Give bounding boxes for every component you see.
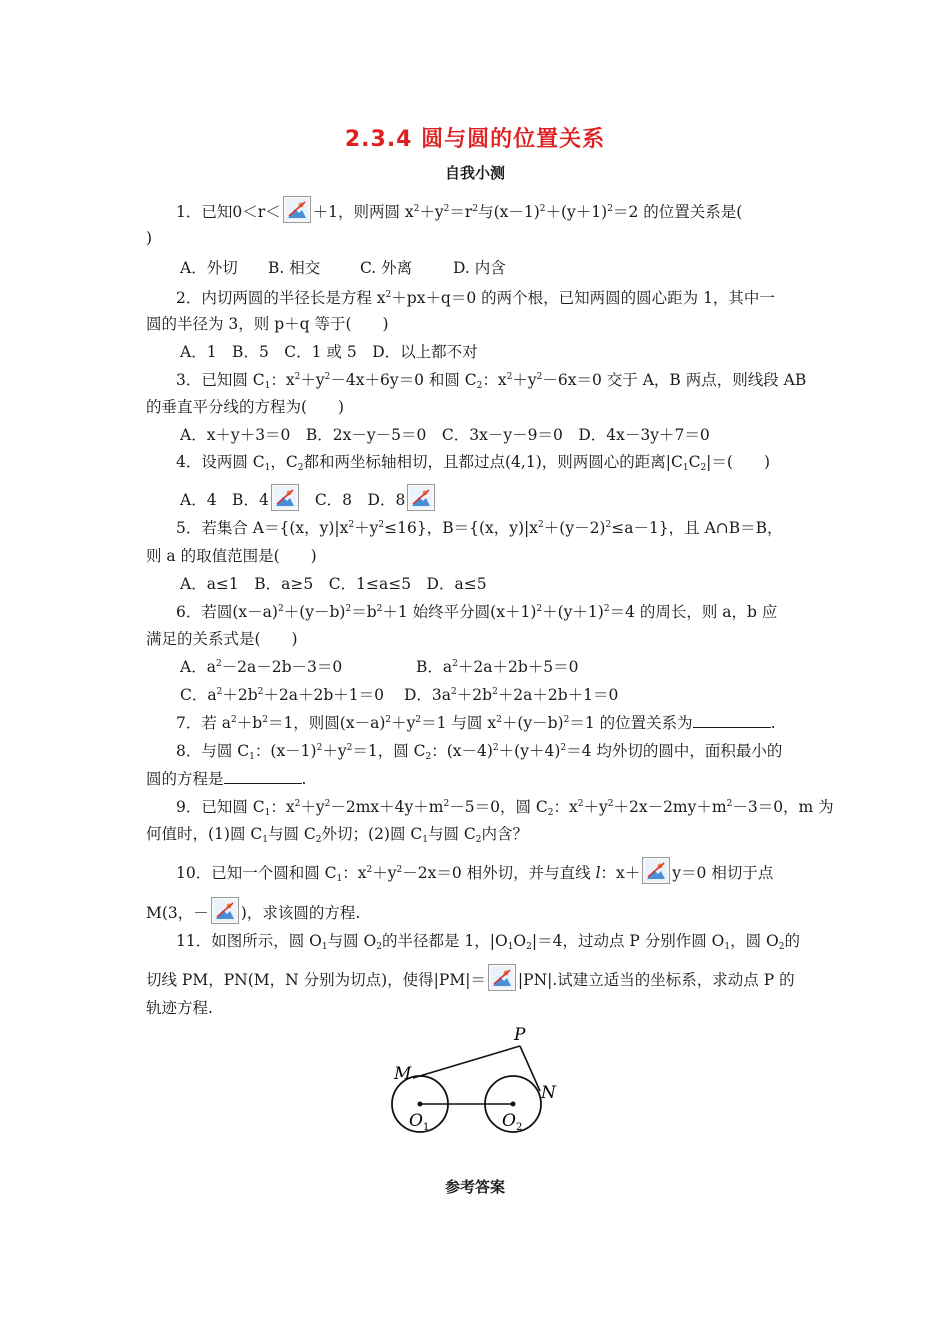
superscript: 2 (324, 372, 331, 382)
text: ＋(y－b) (283, 603, 346, 621)
text: ＋(y－2) (543, 519, 606, 537)
page-title: 2.3.4 圆与圆的位置关系 (344, 127, 606, 152)
text: ＋y (512, 371, 537, 389)
subscript: 2 (315, 835, 322, 845)
text: y＝0 相切于点 (672, 864, 774, 882)
superscript: 2 (472, 204, 479, 214)
text: 内含？ (481, 825, 529, 843)
text: ＝1，则圆(x－a) (267, 714, 386, 732)
text: 何值时，(1)圆 C (146, 825, 263, 843)
label-o2-sub: 2 (516, 1122, 523, 1133)
label-p: P (514, 1025, 526, 1045)
q1-option-c: C. 外离 (360, 259, 413, 277)
text: A．4 B．4 (180, 491, 269, 509)
subscript: 1 (724, 942, 731, 952)
superscript: 2 (316, 743, 323, 753)
text: ＋y (372, 864, 397, 882)
superscript: 2 (376, 604, 383, 614)
question-5 (176, 518, 783, 538)
text: ＋y (300, 798, 325, 816)
superscript: 2 (345, 604, 352, 614)
text: 6．若圆(x－a) (176, 603, 278, 621)
text: 4．设两圆 C (176, 453, 265, 471)
text: 7．若 a (176, 714, 232, 732)
superscript: 2 (262, 715, 268, 725)
text: ＋1，则两圆 x (312, 203, 414, 221)
superscript: 2 (452, 659, 458, 669)
question-1 (176, 196, 742, 223)
text: －3＝0，m 为 (732, 798, 834, 816)
text: 与(x－1) (478, 203, 540, 221)
text: ＋2a＋2b＋1＝0 (263, 686, 384, 704)
q1-option-b: B. 相交 (268, 259, 321, 277)
text: O (513, 932, 527, 950)
subscript: 1 (682, 463, 689, 473)
subscript: 1 (336, 874, 343, 884)
label-o1-sub: 1 (423, 1122, 430, 1133)
subscript: 2 (376, 942, 382, 952)
question-8 (176, 741, 782, 761)
text: ＋(y＋1) (542, 603, 604, 621)
text: 的半径都是 1，|O (381, 932, 508, 950)
question-6 (176, 602, 777, 622)
question-1-cont: ) (146, 229, 153, 247)
broken-image-icon (211, 897, 239, 924)
text: ≤a－1}，且 A∩B＝B， (611, 519, 783, 537)
text: M(3，－ (146, 904, 209, 922)
text: ＋b (236, 714, 263, 732)
broken-image-icon (407, 484, 435, 511)
text: 8．与圆 C (176, 742, 250, 760)
label-m: M (394, 1064, 412, 1084)
text: 都和两坐标轴相切，且都过点(4,1)，则两圆心的距离|C (303, 453, 683, 471)
superscript: 2 (413, 204, 420, 214)
superscript: 2 (231, 715, 237, 725)
text: . (301, 770, 307, 788)
label-o: O (502, 1111, 516, 1131)
subscript: 1 (422, 835, 428, 845)
subscript: 1 (264, 808, 271, 818)
superscript: 2 (607, 799, 614, 809)
q4-options (180, 484, 437, 511)
broken-image-icon (488, 964, 516, 991)
text: 的 (784, 932, 801, 950)
superscript: 2 (605, 520, 612, 530)
text: －5＝0，圆 C (449, 798, 548, 816)
superscript: 2 (536, 372, 543, 382)
circles-tangent-figure (380, 1018, 580, 1138)
question-11-cont (146, 964, 795, 991)
text: ＋px＋q＝0 的两个根，已知两圆的圆心距为 1，其中一 (391, 289, 775, 307)
text: 10．已知一个圆和圆 C (176, 864, 337, 882)
superscript: 2 (216, 687, 223, 697)
superscript: 2 (378, 520, 385, 530)
question-2-cont: 圆的半径为 3，则 p＋q 等于( ) (146, 315, 389, 333)
text: ＋y (391, 714, 416, 732)
superscript: 2 (215, 659, 222, 669)
q2-options: A．1 B．5 C．1 或 5 D．以上都不对 (180, 343, 478, 361)
text: C (688, 453, 701, 471)
text: ＝4 的周长，则 a，b 应 (609, 603, 778, 621)
text: ＋(y＋4) (498, 742, 561, 760)
q6-option-d (404, 685, 618, 705)
broken-image-icon (283, 196, 311, 223)
subscript: 1 (264, 463, 271, 473)
subscript: 2 (547, 808, 554, 818)
text: 5．若集合 A＝{(x，y)|x (176, 519, 349, 537)
answer-blank[interactable] (224, 769, 302, 784)
text: )，求该圆的方程. (240, 904, 361, 922)
subscript: 2 (476, 381, 483, 391)
question-3 (176, 370, 806, 390)
text: ＋2b (222, 686, 258, 704)
text: 与圆 C (428, 825, 476, 843)
text: －2x＝0 相外切，并与直线 (402, 864, 596, 882)
text: ＝2 的位置关系是( (612, 203, 743, 221)
text: ＋y (583, 798, 608, 816)
text: ＋y (322, 742, 347, 760)
label-o: O (409, 1111, 423, 1131)
text: |＝4，过动点 P 分别作圆 O (531, 932, 725, 950)
subscript: 2 (425, 752, 432, 762)
broken-image-icon (271, 484, 299, 511)
question-3-cont: 的垂直平分线的方程为( ) (146, 398, 345, 416)
subscript: 1 (264, 381, 271, 391)
superscript: 2 (603, 604, 610, 614)
text: ：x (270, 371, 295, 389)
text: 外切；(2)圆 C (321, 825, 423, 843)
q1-option-d: D. 内含 (453, 259, 506, 277)
superscript: 2 (492, 687, 498, 697)
text: ＝1 与圆 x (421, 714, 497, 732)
text: C．8 D．8 (314, 491, 406, 509)
text: ，圆 O (730, 932, 779, 950)
superscript: 2 (538, 520, 544, 530)
text: 与圆 C (267, 825, 316, 843)
question-9 (176, 797, 834, 817)
question-5-cont: 则 a 的取值范围是( ) (146, 547, 317, 565)
subscript: 2 (778, 942, 785, 952)
text: A．a (180, 658, 216, 676)
superscript: 2 (563, 715, 570, 725)
text: ：(x－1) (254, 742, 317, 760)
text: 圆的方程是 (146, 770, 224, 788)
question-9-cont (146, 824, 528, 844)
question-4 (176, 452, 770, 472)
superscript: 2 (366, 865, 373, 875)
text: C．a (180, 686, 217, 704)
section-title: 自我小测 (444, 164, 505, 182)
subscript: 1 (249, 752, 255, 762)
question-11 (176, 931, 800, 951)
q6-option-a (180, 657, 342, 677)
superscript: 2 (346, 743, 353, 753)
question-10-cont (146, 897, 360, 924)
question-6-cont: 满足的关系式是( ) (146, 630, 298, 648)
q5-options: A．a≤1 B．a≥5 C．1≤a≤5 D．a≤5 (180, 575, 487, 593)
text: ：x＋ (600, 864, 641, 882)
superscript: 2 (451, 687, 457, 697)
superscript: 2 (443, 799, 450, 809)
text: |＝( ) (706, 453, 770, 471)
text: ＋2a＋2b＋1＝0 (497, 686, 619, 704)
text: 3．已知圆 C (176, 371, 265, 389)
superscript: 2 (577, 799, 584, 809)
text: ：x (342, 864, 367, 882)
superscript: 2 (539, 204, 546, 214)
superscript: 2 (726, 799, 733, 809)
question-2 (176, 288, 775, 308)
text: －6x＝0 交于 A，B 两点，则线段 AB (542, 371, 807, 389)
text: l (595, 864, 601, 882)
superscript: 2 (506, 372, 513, 382)
answer-blank[interactable] (693, 713, 771, 728)
broken-image-icon (642, 857, 670, 884)
tangent-pn (520, 1046, 540, 1091)
text: ：x (270, 798, 295, 816)
superscript: 2 (607, 204, 613, 214)
text: 切线 PM，PN(M，N 分别为切点)，使得|PM|＝ (146, 971, 486, 989)
text: ＋(y－b) (501, 714, 564, 732)
superscript: 2 (560, 743, 567, 753)
subscript: 1 (262, 835, 268, 845)
question-8-cont (146, 769, 306, 789)
subscript: 2 (475, 835, 482, 845)
superscript: 2 (324, 799, 331, 809)
text: B．a (416, 658, 453, 676)
text: ＝4 均外切的圆中，面积最小的 (566, 742, 783, 760)
text: ＝1，圆 C (352, 742, 426, 760)
superscript: 2 (385, 290, 392, 300)
center-o1-dot (418, 1102, 423, 1107)
tangent-pm (413, 1046, 520, 1078)
label-n: N (541, 1083, 556, 1103)
superscript: 2 (385, 715, 392, 725)
text: 1．已知0＜r＜ (176, 203, 281, 221)
subscript: 2 (700, 463, 707, 473)
superscript: 2 (443, 204, 450, 214)
text: D．3a (404, 686, 452, 704)
superscript: 2 (294, 372, 301, 382)
text: ＋2a＋2b＋5＝0 (457, 658, 579, 676)
superscript: 2 (396, 865, 403, 875)
text: ：x (553, 798, 578, 816)
text: ＋y (419, 203, 444, 221)
q3-options: A．x＋y＋3＝0 B．2x－y－5＝0 C．3x－y－9＝0 D．4x－3y＋7＝0 (180, 426, 710, 444)
text: ＋1 始终平分圆(x＋1) (382, 603, 537, 621)
question-7 (176, 713, 776, 733)
subscript: 1 (321, 942, 328, 952)
answers-heading: 参考答案 (444, 1178, 505, 1196)
superscript: 2 (294, 799, 301, 809)
q6-option-b (416, 657, 579, 677)
question-10 (176, 857, 773, 884)
superscript: 2 (492, 743, 499, 753)
subscript: 1 (507, 942, 514, 952)
center-o2-dot (511, 1102, 516, 1107)
text: ：(x－4) (431, 742, 493, 760)
text: ＝b (351, 603, 377, 621)
text: ＋y (300, 371, 325, 389)
superscript: 2 (536, 604, 543, 614)
q1-option-a: A．外切 (180, 259, 238, 277)
superscript: 2 (348, 520, 355, 530)
text: －2a－2b－3＝0 (221, 658, 343, 676)
text: 2．内切两圆的半径长是方程 x (176, 289, 386, 307)
text: ＋(y＋1) (545, 203, 608, 221)
question-11-cont-2: 轨迹方程. (146, 999, 213, 1017)
subscript: 2 (297, 463, 304, 473)
superscript: 2 (277, 604, 284, 614)
text: |PN|.试建立适当的坐标系，求动点 P 的 (517, 971, 795, 989)
text: ＋y (354, 519, 379, 537)
text: ≤16}，B＝{(x，y)|x (384, 519, 539, 537)
text: －4x＋6y＝0 和圆 C (330, 371, 477, 389)
superscript: 2 (257, 687, 264, 697)
text: ＋2x－2my＋m (613, 798, 727, 816)
text: ，C (270, 453, 298, 471)
text: 与圆 O (327, 932, 377, 950)
text: ＝r (449, 203, 473, 221)
q6-option-c (180, 685, 384, 705)
subscript: 2 (526, 942, 532, 952)
text: ：x (482, 371, 507, 389)
text: 11．如图所示，圆 O (176, 932, 322, 950)
text: 9．已知圆 C (176, 798, 265, 816)
superscript: 2 (415, 715, 422, 725)
superscript: 2 (496, 715, 502, 725)
text: . (770, 714, 776, 732)
text: ＝1 的位置关系为 (569, 714, 693, 732)
text: －2mx＋4y＋m (330, 798, 444, 816)
text: ＋2b (456, 686, 493, 704)
